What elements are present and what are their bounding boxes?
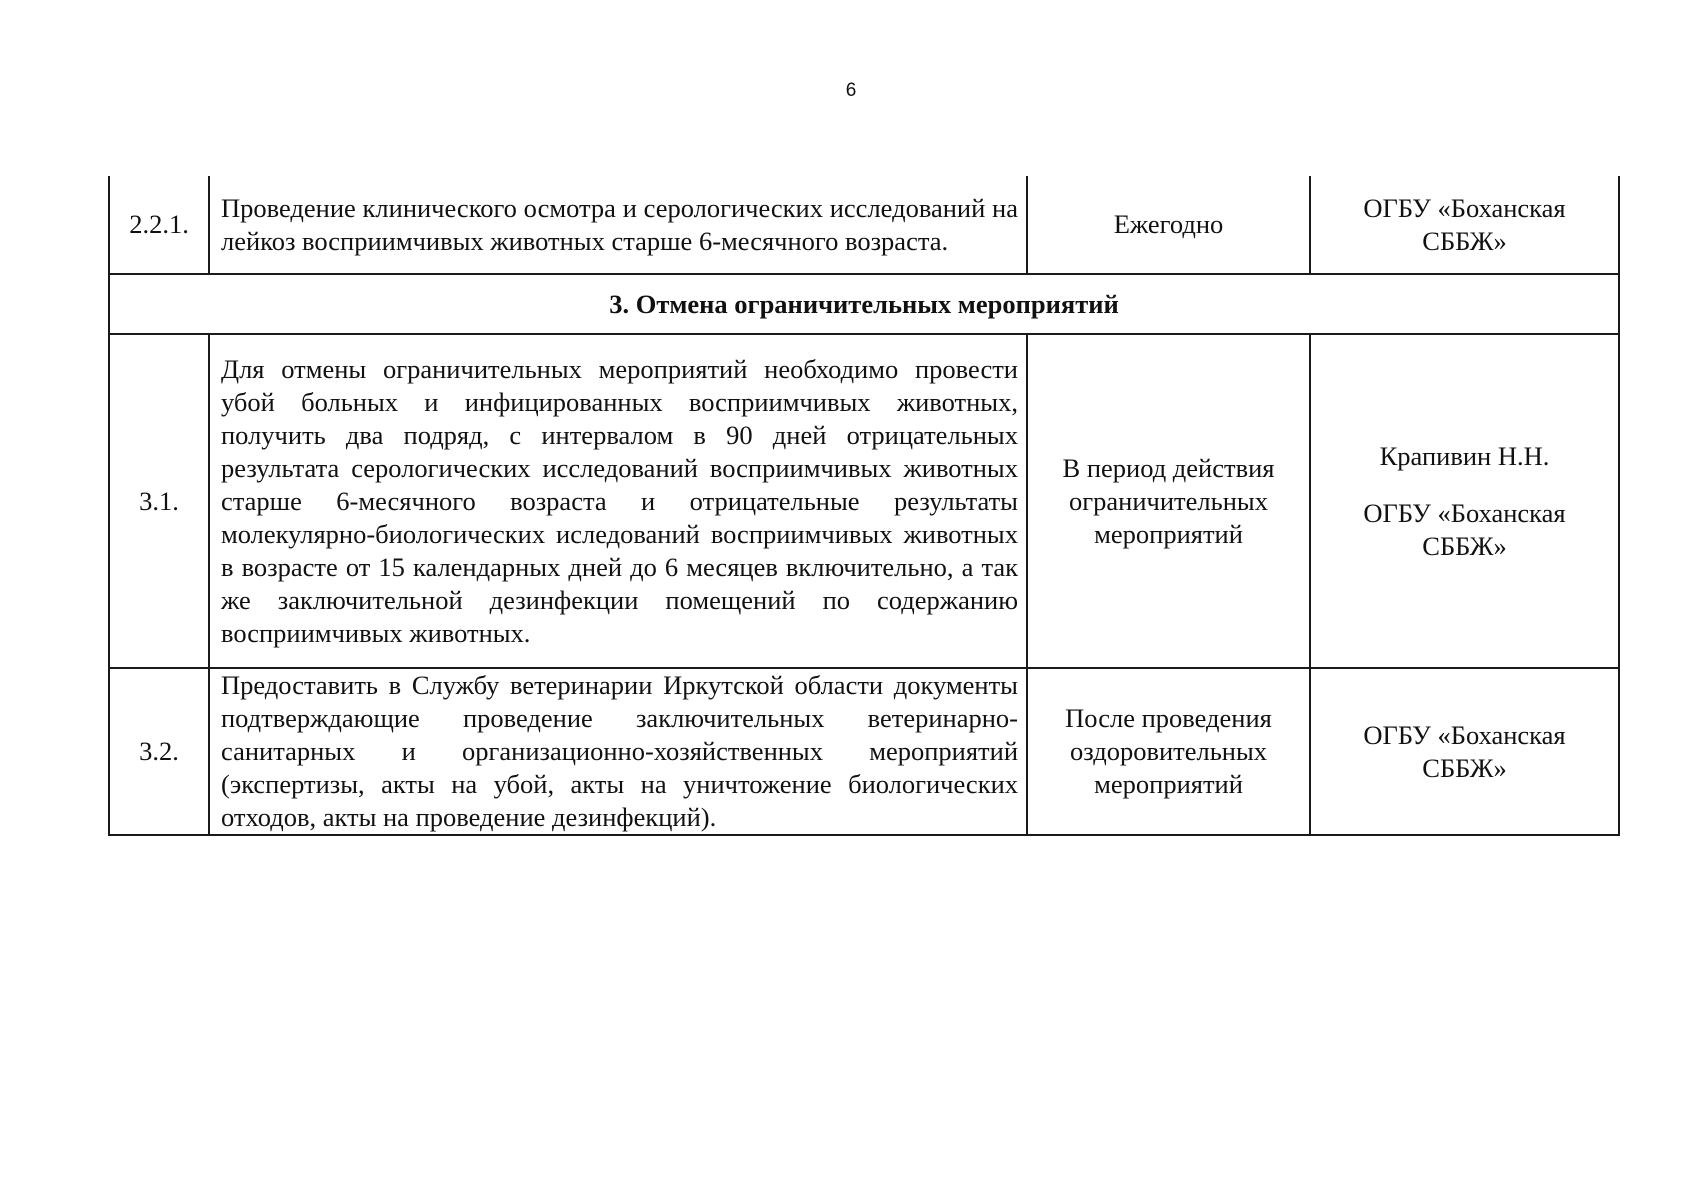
table-row [109,334,1619,668]
table-row [109,176,1619,274]
measure-description: Для отмены ограничительных мероприятий необходимо провести убой больных и инфицированных восприимчивых животных, получить два подряд, с интервалом в 90 дней отрицательных результата серологических исследований восприимчивых животных старше 6-месячного возраста и отрицательные результаты молекулярно-биологических иследований восприимчивых животных в возрасте от 15 календарных дней до 6 месяцев включительно, а так же заключительной дезинфекции помещений по содержанию восприимчивых животных. [209,334,1027,668]
measure-description: Проведение клинического осмотра и серологических исследований на лейкоз восприимчивых животных старше 6-месячного возраста. [209,176,1027,274]
executor-organization: ОГБУ «Боханская СББЖ» [1363,497,1566,561]
row-number: 2.2.1. [109,176,209,274]
page-number: 6 [845,80,857,101]
measures-table [108,176,1620,836]
measure-term: Ежегодно [1027,176,1310,274]
measure-term: В период действия ограничительных мероприятий [1027,334,1310,668]
row-number: 3.2. [109,668,209,835]
measure-executor-cell [1310,334,1619,668]
section-header-row [109,274,1619,334]
section-title: 3. Отмена ограничительных мероприятий [109,274,1619,334]
measure-executor: ОГБУ «Боханская СББЖ» [1310,668,1619,835]
table-row [109,668,1619,835]
measure-executor: ОГБУ «Боханская СББЖ» [1310,176,1619,274]
measure-term: После проведения оздоровительных мероприятий [1027,668,1310,835]
executor-person: Крапивин Н.Н. [1379,440,1550,471]
measure-description: Предоставить в Службу ветеринарии Иркутской области документы подтверждающие проведение заключительных ветеринарно-санитарных и организационно-хозяйственных мероприятий (экспертизы, акты на убой, акты на уничтожение биологических отходов, акты на проведение дезинфекций). [209,668,1027,835]
row-number: 3.1. [109,334,209,668]
